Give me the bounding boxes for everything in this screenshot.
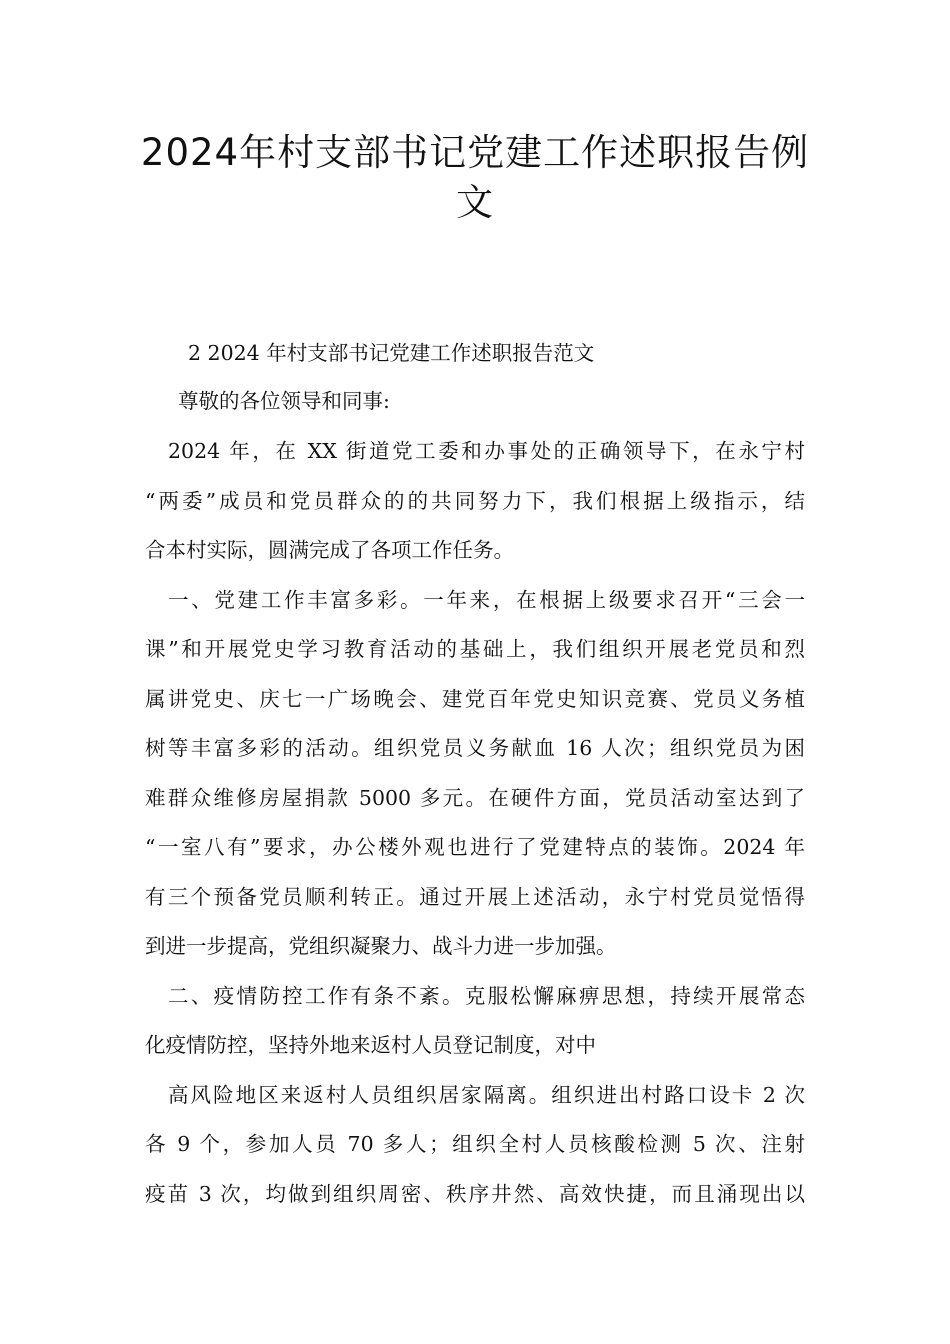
body-text-line: “一室八有”要求，办公楼外观也进行了党建特点的装饰。2024 年 [145,835,805,859]
body-text-line: 属讲党史、庆七一广场晚会、建党百年党史知识竞赛、党员义务植 [145,687,805,711]
body-text-line: 难群众维修房屋捐款 5000 多元。在硬件方面，党员活动室达到了 [145,786,805,810]
body-text-line: 化疫情防控，坚持外地来返村人员登记制度，对中 [145,1033,596,1057]
body-text-line: 2024 年，在 XX 街道党工委和办事处的正确领导下，在永宁村 [168,439,805,463]
body-text-line: 树等丰富多彩的活动。组织党员义务献血 16 人次；组织党员为困 [145,736,805,760]
body-text-line: 到进一步提高，党组织凝聚力、战斗力进一步加强。 [145,934,617,958]
body-text-line: 有三个预备党员顺利转正。通过开展上述活动，永宁村党员觉悟得 [145,885,805,909]
document-title [120,128,830,228]
body-text-line: 疫苗 3 次，均做到组织周密、秩序井然、高效快捷，而且涌现出以 [145,1182,805,1206]
subtitle-line: 2 2024 年村支部书记党建工作述职报告范文 [188,341,595,365]
title-line-1: 2024年村支部书记党建工作述职报告例 [140,131,810,174]
body-text-line: 高风险地区来返村人员组织居家隔离。组织进出村路口设卡 2 次 [168,1083,805,1107]
body-text-line: 合本村实际，圆满完成了各项工作任务。 [145,538,514,562]
body-text-line: 课”和开展党史学习教育活动的基础上，我们组织开展老党员和烈 [145,637,805,661]
body-text-line: 二、疫情防控工作有条不紊。克服松懈麻痹思想，持续开展常态 [168,984,805,1008]
body-text-line: 各 9 个，参加人员 70 多人；组织全村人员核酸检测 5 次、注射 [145,1132,805,1156]
title-line-2: 文 [456,181,494,224]
body-text-line: 一、党建工作丰富多彩。一年来，在根据上级要求召开“三会一 [168,588,805,612]
salutation-line: 尊敬的各位领导和同事: [178,389,390,413]
body-text-line: “两委”成员和党员群众的的共同努力下，我们根据上级指示，结 [145,489,805,513]
